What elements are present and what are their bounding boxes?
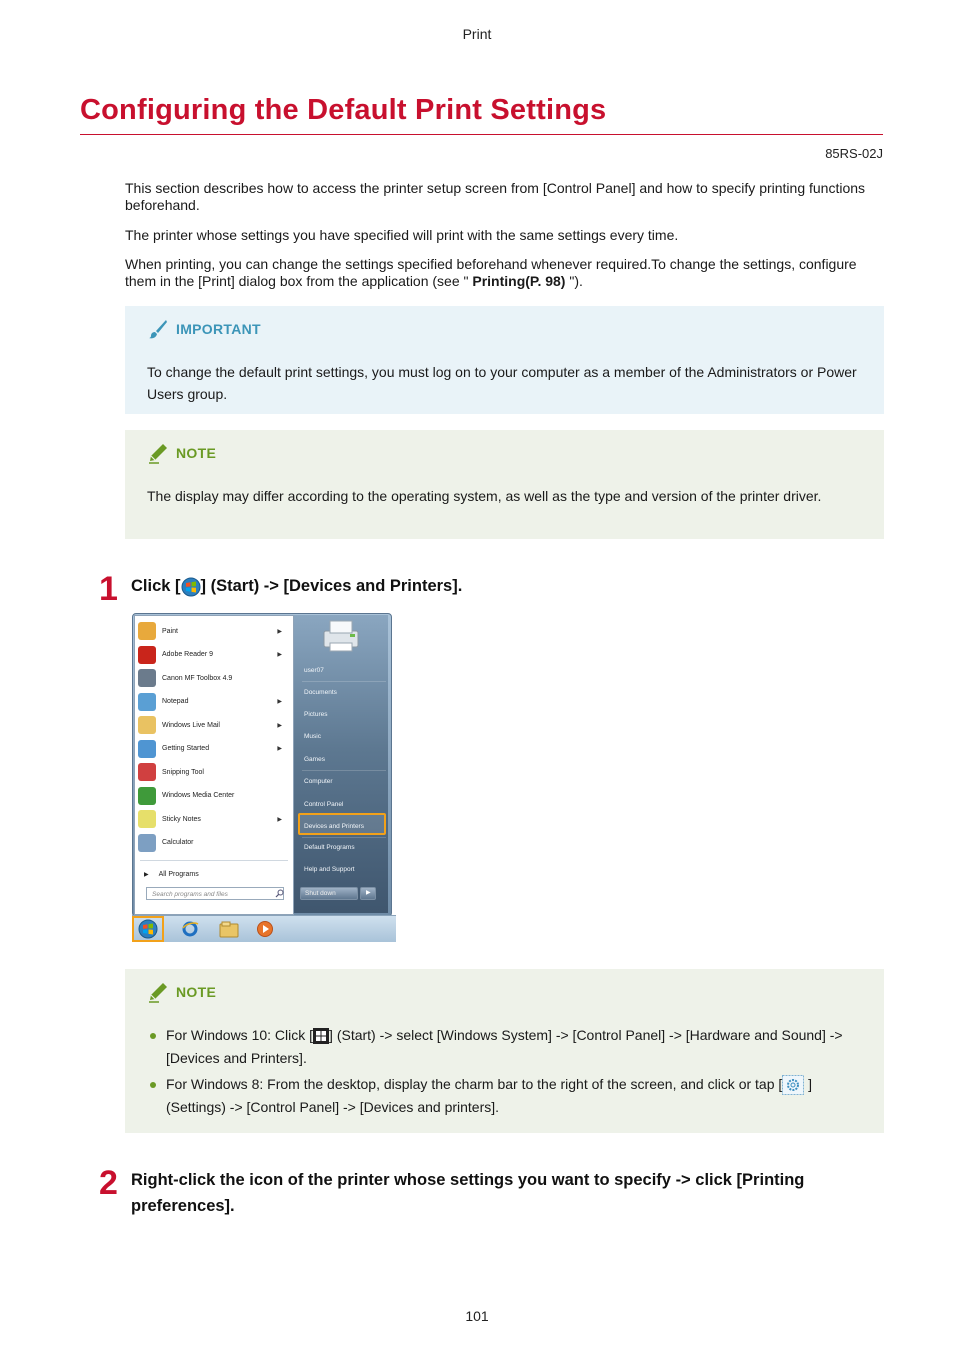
document-id: 85RS-02J [825,146,883,161]
start-menu-item-label: Calculator [162,839,194,846]
all-programs-arrow-icon: ▶ [144,871,149,878]
intro-paragraph-3-end: "). [565,273,583,289]
search-icon [275,889,284,898]
title-rule [80,134,883,135]
devices-and-printers-link[interactable]: Devices and Printers [304,823,364,830]
note-label-1: NOTE [176,445,217,461]
page-number: 101 [465,1308,489,1324]
note-text-1: The display may differ according to the operating system, as well as the type and version of the printer driver. [147,488,822,504]
all-programs-item[interactable] [138,863,288,885]
submenu-arrow-icon: ▶ [277,746,282,752]
important-text: To change the default print settings, you must log on to your computer as a member of the Administrators or Power Users group. [147,364,857,402]
submenu-arrow-icon: ▶ [277,699,282,705]
start-menu-link-separator [302,837,386,838]
start-menu-screenshot [132,613,396,941]
windows-8-bullet [147,1073,862,1118]
start-menu-item[interactable] [138,620,288,642]
step-1-number: 1 [99,570,118,608]
windows-10-text-end: ] (Start) -> select [Windows System] -> [Control Panel] -> [Hardware and Sound] -> [Devices and Printers]. [166,1027,843,1066]
pencil-icon [147,981,169,1003]
important-box [125,306,884,414]
start-menu-item-label: Windows Media Center [162,792,235,799]
start-menu-item[interactable] [138,738,288,760]
printing-link[interactable]: Printing(P. 98) [472,273,566,289]
start-menu-item[interactable] [138,644,288,666]
sticky-notes-icon [138,810,156,828]
getting-started-icon [138,740,156,758]
start-menu-item-label: Canon MF Toolbox 4.9 [162,674,233,682]
start-menu-item-label: Paint [162,627,178,635]
file-explorer-icon[interactable] [219,920,239,938]
start-menu-link[interactable]: Control Panel [304,801,344,808]
intro-paragraph-3-text: When printing, you can change the settings specified beforehand whenever required.To change the settings, configure them in the [Print] dialog box from the application (see " [125,256,857,289]
start-menu-link[interactable]: Default Programs [304,844,355,851]
start-menu-item-label: Windows Live Mail [162,721,220,729]
start-menu-item[interactable] [138,761,288,783]
start-menu-search-input[interactable]: Search programs and files [146,887,284,900]
start-menu-item[interactable] [138,785,288,807]
windows-start-orb-icon [181,577,201,597]
start-menu-item-label: Adobe Reader 9 [162,651,213,658]
paint-icon [138,622,156,640]
canon-toolbox-icon [138,669,156,687]
note-box-2 [125,969,884,1133]
start-menu-separator [140,860,288,861]
submenu-arrow-icon: ▶ [277,628,282,635]
submenu-arrow-icon: ▶ [277,722,282,729]
submenu-arrow-icon: ▶ [277,652,282,658]
important-header [147,318,261,340]
start-menu-link[interactable]: Games [304,756,325,763]
devices-and-printers-highlight [298,813,386,835]
step-1-text-start: Click [ [131,577,181,595]
start-menu-item[interactable] [138,667,288,689]
note-2-bullets [147,1024,862,1122]
media-player-icon[interactable] [256,920,274,938]
start-menu-link[interactable]: Help and Support [304,866,355,873]
settings-gear-icon [782,1075,804,1095]
intro-paragraph-1: This section describes how to access the printer setup screen from [Control Panel] and how to specify printing functions beforehand. [125,180,866,213]
windows-8-text-start: For Windows 8: From the desktop, display the charm bar to the right of the screen, and click or tap [ [166,1076,783,1092]
start-menu-item-label: Getting Started [162,745,210,752]
snipping-tool-icon [138,763,156,781]
submenu-arrow-icon: ▶ [277,816,282,823]
step-2-text: Right-click the icon of the printer whose settings you want to specify -> click [Printing preferences]. [131,1171,805,1215]
start-menu-link[interactable]: Computer [304,778,333,785]
start-menu-item-label: Sticky Notes [162,815,201,823]
taskbar [132,915,396,942]
all-programs-label: All Programs [158,870,199,878]
start-menu-link-separator [302,681,386,682]
brush-icon [147,318,169,340]
start-menu-item-label: Notepad [162,698,189,705]
adobe-reader-icon [138,646,156,664]
shut-down-arrow-icon: ▶ [366,890,371,896]
windows-10-text-start: For Windows 10: Click [ [166,1027,314,1043]
windows-8-text-end: ] (Settings) -> [Control Panel] -> [Devices and printers]. [166,1076,813,1115]
windows-10-start-icon [313,1028,329,1044]
calculator-icon [138,834,156,852]
start-menu-item-label: Snipping Tool [162,768,204,776]
start-menu-link[interactable]: user07 [304,667,324,674]
shut-down-button[interactable]: Shut down [300,887,358,900]
note-header-1 [147,442,216,464]
note-header-2 [147,981,216,1003]
shut-down-options-button[interactable] [360,887,376,900]
notepad-icon [138,693,156,711]
windows-10-bullet [147,1024,862,1069]
internet-explorer-icon[interactable] [181,920,199,938]
start-menu-link[interactable]: Music [304,733,321,740]
step-1-text [131,573,462,599]
live-mail-icon [138,716,156,734]
intro-paragraph-2: The printer whose settings you have specified will print with the same settings every time. [125,227,679,243]
page-title: Configuring the Default Print Settings [80,94,607,126]
start-menu-item[interactable] [138,808,288,830]
start-menu-item[interactable] [138,691,288,713]
note-label-2: NOTE [176,984,217,1000]
intro-paragraph-3 [125,256,875,290]
printer-picture-icon [320,617,364,653]
start-orb-icon[interactable] [138,919,158,939]
step-2-number: 2 [99,1164,118,1202]
start-menu-link[interactable]: Pictures [304,711,328,718]
running-header: Print [462,26,492,42]
note-box-1 [125,430,884,539]
important-label: IMPORTANT [176,321,261,337]
start-menu-link-separator [302,770,386,771]
step-1-text-end: ] (Start) -> [Devices and Printers]. [200,577,463,595]
start-menu-link[interactable]: Documents [304,689,337,696]
media-center-icon [138,787,156,805]
start-menu-item[interactable] [138,832,288,854]
pencil-icon [147,442,169,464]
start-menu-item[interactable] [138,714,288,736]
